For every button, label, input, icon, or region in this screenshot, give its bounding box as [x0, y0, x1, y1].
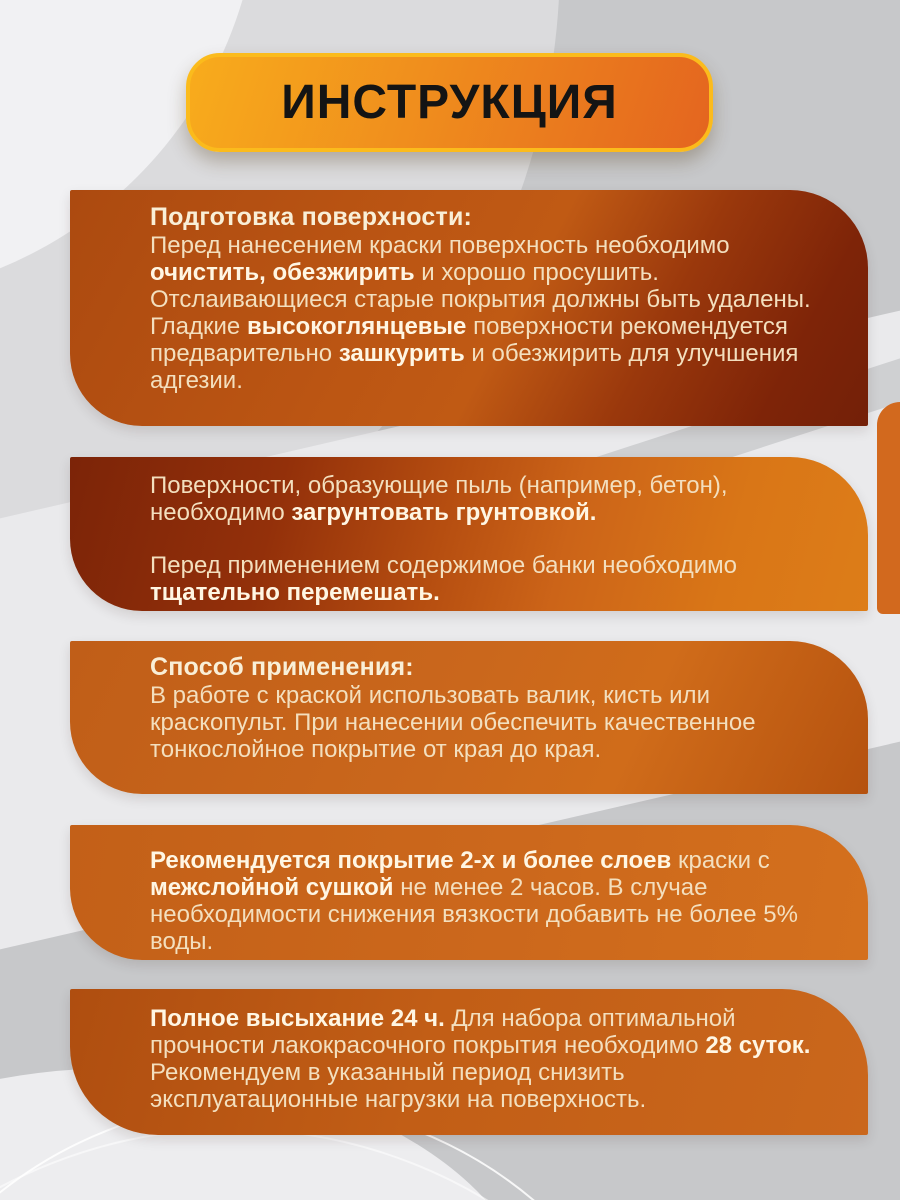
instruction-title-pill [186, 53, 713, 152]
block-paragraph: В работе с краской использовать валик, кисть или краскопульт. При нанесении обеспечить качественное тонкослойное покрытие от края до края. [150, 682, 756, 763]
instruction-block-coats [70, 825, 868, 960]
block-paragraph: Гладкие высокоглянцевые поверхности рекомендуется предварительно зашкурить и обезжирить для улучшения адгезии. [150, 313, 799, 394]
block-paragraph: Перед нанесением краски поверхность необходимо очистить, обезжирить и хорошо просушить. Отслаивающиеся старые покрытия должны быть удалены. [150, 232, 811, 313]
block-heading: Подготовка поверхности: [150, 203, 473, 231]
block-paragraph: Перед применением содержимое банки необходимо тщательно перемешать. [150, 552, 738, 606]
block-paragraph: Рекомендуется покрытие 2-х и более слоев краски с межслойной сушкой не менее 2 часов. В случае необходимости снижения вязкости добавить не более 5% воды. [150, 847, 798, 955]
page-title: ИНСТРУКЦИЯ [281, 76, 618, 129]
block-heading: Способ применения: [150, 653, 414, 681]
instruction-block-surface-prep [70, 190, 868, 426]
background-orange-strip [877, 402, 900, 614]
instruction-block-priming-mixing [70, 457, 868, 611]
block-paragraph: Полное высыхание 24 ч. Для набора оптимальной прочности лакокрасочного покрытия необходимо 28 суток. Рекомендуем в указанный период снизить эксплуатационные нагрузки на поверхность. [150, 1005, 811, 1113]
instruction-block-application [70, 641, 868, 794]
block-paragraph: Поверхности, образующие пыль (например, бетон), необходимо загрунтовать грунтовкой. [150, 472, 728, 526]
instruction-block-drying-time [70, 989, 868, 1135]
